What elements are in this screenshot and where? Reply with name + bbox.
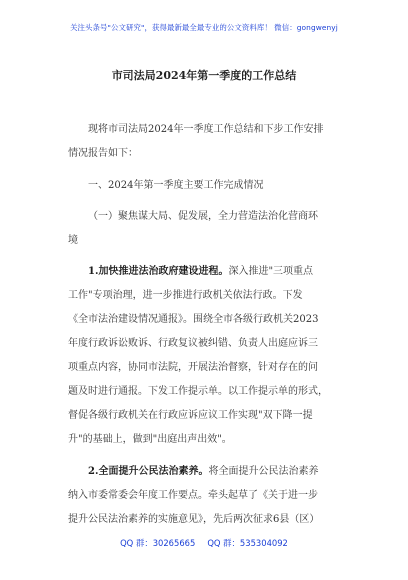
item2-lead: 2.全面提升公民法治素养。 xyxy=(88,466,209,477)
item1-line-7: 升"的基础上，做到"出庭出声出效"。 xyxy=(68,434,232,445)
item1-line-3: 年度行政诉讼败诉、行政复议被纠错、负责人出庭应诉三 xyxy=(68,338,318,349)
subsection-heading-line-1: （一）聚焦谋大局、促发展，全力营造法治化营商环 xyxy=(88,211,318,222)
item1-line-0: 深入推进"三项重点 xyxy=(228,266,314,277)
item2-first-line xyxy=(88,465,344,479)
top-promo-banner: 关注头条号"公文研究"，获得最新最全最专业的公文资料库！ 微信：gongwenyj xyxy=(70,23,338,32)
item1-line-2: 《全市法治建设情况通报》。围绕全市各级行政机关2023 xyxy=(68,314,319,325)
section-heading: 一、2024年第一季度主要工作完成情况 xyxy=(88,180,264,191)
item1-lead: 1.加快推进法治政府建设进程。 xyxy=(88,266,229,277)
item1-line-1: 工作"专项治理，进一步推进行政机关依法行政。下发 xyxy=(68,290,303,301)
item1-first-line xyxy=(88,265,344,279)
qq-group-left: QQ 群：30265665 xyxy=(120,538,196,548)
item2-line-1: 纳入市委常委会年度工作要点。牵头起草了《关于进一步 xyxy=(68,490,318,501)
item1-line-5: 题及时进行通报。下发工作提示单。以工作提示单的形式， xyxy=(68,386,328,397)
item1-line-4: 项重点内容，协同市法院，开展法治督察，针对存在的问 xyxy=(68,362,318,373)
item2-line-2: 提升公民法治素养的实施意见》，先后两次征求6县（区） xyxy=(68,514,320,525)
qq-group-right: QQ 群：535304092 xyxy=(207,538,288,548)
document-title: 市司法局2024年第一季度的工作总结 xyxy=(111,69,297,82)
intro-line-2: 情况报告如下： xyxy=(68,148,138,159)
subsection-heading-line-2: 境 xyxy=(68,235,78,246)
item2-line-0: 将全面提升公民法治素养 xyxy=(208,466,319,477)
bottom-qq-banner xyxy=(0,537,408,549)
intro-line-1: 现将市司法局2024年一季度工作总结和下步工作安排 xyxy=(88,124,324,135)
item1-line-6: 督促各级行政机关在行政应诉应议工作实现"双下降一提 xyxy=(68,410,313,421)
